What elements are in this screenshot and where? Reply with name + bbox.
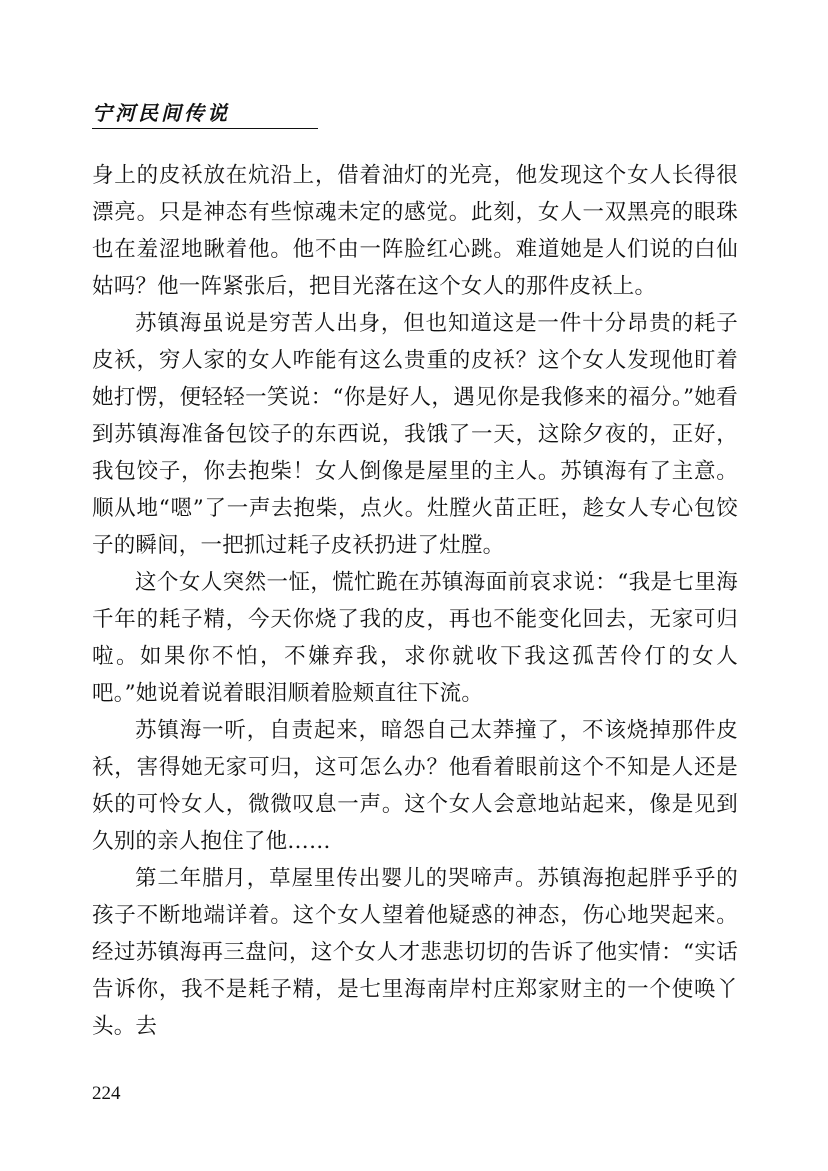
header-rule bbox=[92, 128, 318, 129]
book-title: 宁河民间传说 bbox=[92, 101, 230, 125]
paragraph: 苏镇海一听，自责起来，暗怨自己太莽撞了，不该烧掉那件皮袄，害得她无家可归，这可怎么办？他看着眼前这个不知是人还是妖的可怜女人，微微叹息一声。这个女人会意地站起来，像是见到久别的亲人抱住了他…… bbox=[92, 718, 738, 854]
paragraph: 这个女人突然一怔，慌忙跪在苏镇海面前哀求说：“我是七里海千年的耗子精，今天你烧了我的皮，再也不能变化回去，无家可归啦。如果你不怕，不嫌弃我，求你就收下我这孤苦伶仃的女人吧。”她说着说着眼泪顺着脸颊直往下流。 bbox=[92, 570, 738, 706]
running-header bbox=[92, 100, 318, 129]
body-text bbox=[92, 157, 738, 1045]
page-number: 224 bbox=[92, 1083, 121, 1104]
paragraph-continued: 身上的皮袄放在炕沿上，借着油灯的光亮，他发现这个女人长得很漂亮。只是神态有些惊魂未定的感觉。此刻，女人一双黑亮的眼珠也在羞涩地瞅着他。他不由一阵脸红心跳。难道她是人们说的白仙姑吗？他一阵紧张后，把目光落在这个女人的那件皮袄上。 bbox=[92, 163, 738, 299]
paragraph: 第二年腊月，草屋里传出婴儿的哭啼声。苏镇海抱起胖乎乎的孩子不断地端详着。这个女人望着他疑惑的神态，伤心地哭起来。经过苏镇海再三盘问，这个女人才悲悲切切的告诉了他实情：“实话告诉你，我不是耗子精，是七里海南岸村庄郑家财主的一个使唤丫头。去 bbox=[92, 866, 738, 1039]
paragraph: 苏镇海虽说是穷苦人出身，但也知道这是一件十分昂贵的耗子皮袄，穷人家的女人咋能有这么贵重的皮袄？这个女人发现他盯着她打愣，便轻轻一笑说：“你是好人，遇见你是我修来的福分。”她看到苏镇海准备包饺子的东西说，我饿了一天，这除夕夜的，正好，我包饺子，你去抱柴！女人倒像是屋里的主人。苏镇海有了主意。顺从地“嗯”了一声去抱柴，点火。灶膛火苗正旺，趁女人专心包饺子的瞬间，一把抓过耗子皮袄扔进了灶膛。 bbox=[92, 311, 738, 558]
